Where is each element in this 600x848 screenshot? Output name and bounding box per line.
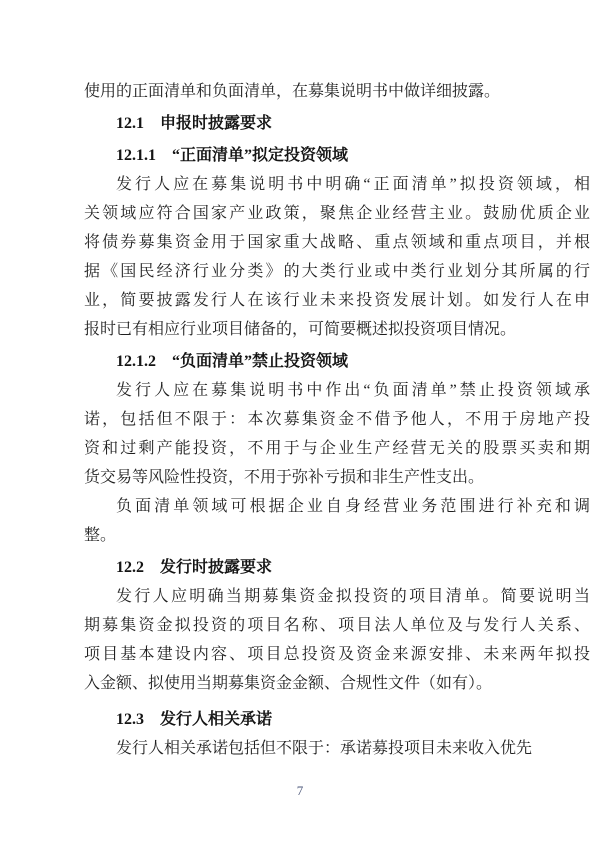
section-heading: 12.1.1 “正面清单”拟定投资领域 — [116, 147, 349, 164]
section-heading: 12.3 发行人相关承诺 — [116, 711, 273, 728]
body-text-line: 关领域应符合国家产业政策，聚焦企业经营主业。鼓励优质企业 — [84, 205, 590, 222]
body-text-line: 发行人应在募集说明书中明确“正面清单”拟投资领域，相 — [116, 176, 590, 193]
body-text-line: 将债券募集资金用于国家重大战略、重点领域和重点项目，并根 — [84, 234, 590, 251]
body-text-line: 货交易等风险性投资，不用于弥补亏损和非生产性支出。 — [84, 469, 485, 486]
body-text-line: 负面清单领域可根据企业自身经营业务范围进行补充和调 — [116, 498, 590, 515]
body-text-line: 使用的正面清单和负面清单，在募集说明书中做详细披露。 — [84, 83, 501, 100]
body-text-line: 整。 — [84, 527, 117, 544]
document-text-block — [84, 77, 590, 763]
section-heading: 12.1 申报时披露要求 — [116, 115, 273, 132]
body-text-line: 发行人应在募集说明书中作出“负面清单”禁止投资领域承 — [116, 382, 590, 399]
body-text-line: 发行人应明确当期募集资金拟投资的项目清单。简要说明当 — [116, 588, 590, 605]
body-text-line: 发行人相关承诺包括但不限于：承诺募投项目未来收入优先 — [116, 740, 533, 757]
body-text-line: 期募集资金拟投资的项目名称、项目法人单位及与发行人关系、 — [84, 617, 590, 634]
section-heading: 12.1.2 “负面清单”禁止投资领域 — [116, 353, 349, 370]
body-text-line: 诺，包括但不限于：本次募集资金不借予他人，不用于房地产投 — [84, 411, 590, 428]
section-heading: 12.2 发行时披露要求 — [116, 559, 273, 576]
body-text-line: 项目基本建设内容、项目总投资及资金来源安排、未来两年拟投 — [84, 646, 590, 663]
body-text-line: 业，简要披露发行人在该行业未来投资发展计划。如发行人在申 — [84, 292, 590, 309]
body-text-line: 入金额、拟使用当期募集资金金额、合规性文件（如有）。 — [84, 675, 493, 692]
body-text-line: 资和过剩产能投资，不用于与企业生产经营无关的股票买卖和期 — [84, 440, 590, 457]
body-text-line: 据《国民经济行业分类》的大类行业或中类行业划分其所属的行 — [84, 263, 590, 280]
page-number: 7 — [296, 783, 304, 798]
body-text-line: 报时已有相应行业项目储备的，可简要概述拟投资项目情况。 — [84, 321, 517, 338]
